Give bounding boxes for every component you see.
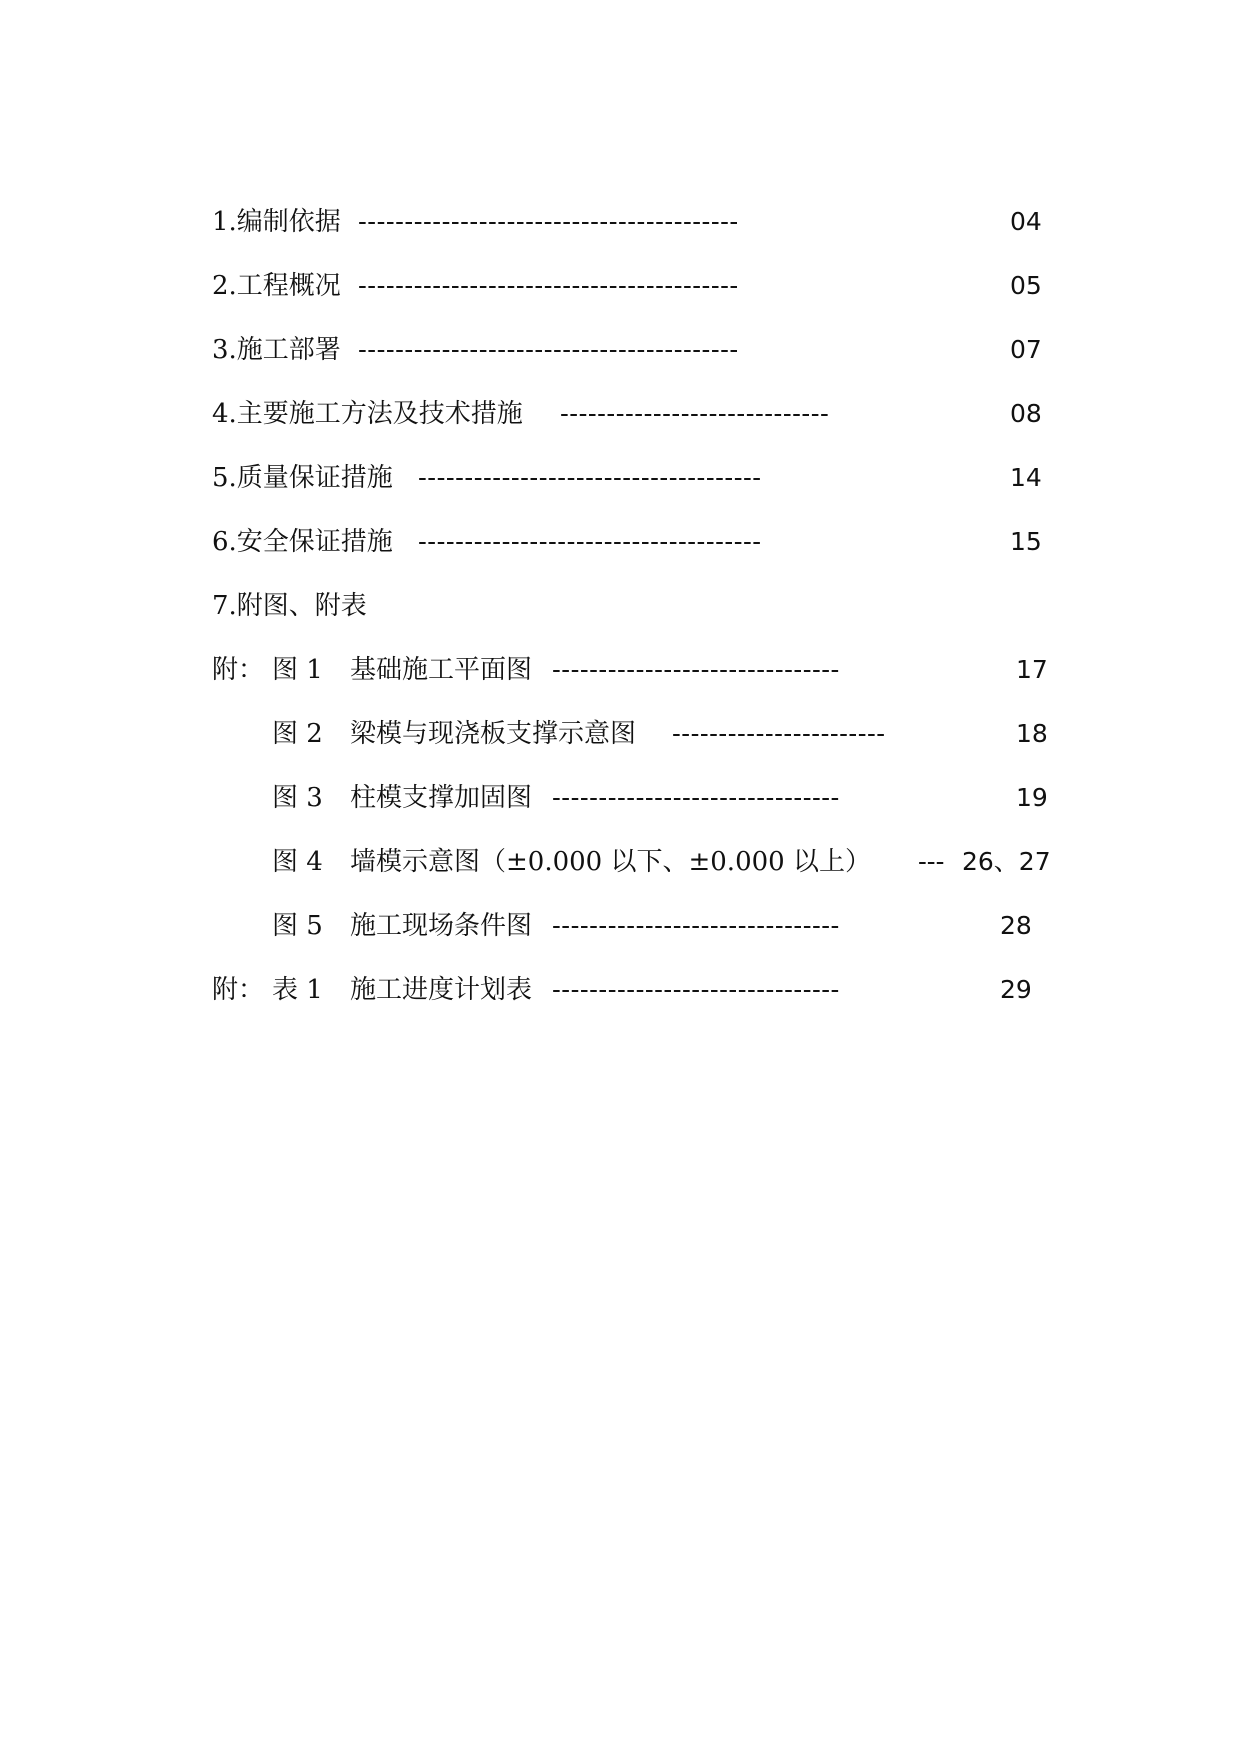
toc-leader: ------------------------------------- xyxy=(418,527,762,557)
toc-leader: ----------------------------------------- xyxy=(358,207,739,237)
toc-leader: ----------------------- xyxy=(672,719,886,749)
toc-page-number: 17 xyxy=(1016,655,1048,684)
toc-leader: ----------------------------- xyxy=(560,399,830,429)
appendix-tag: 图 1 xyxy=(272,655,323,685)
toc-page-number: 19 xyxy=(1016,783,1048,812)
appendix-entry-table-1[interactable] xyxy=(0,970,1032,1010)
toc-entry-6[interactable] xyxy=(0,522,1042,562)
toc-page-number: 07 xyxy=(1010,335,1042,364)
toc-page-number: 08 xyxy=(1010,399,1042,428)
appendix-entry-figure-3[interactable] xyxy=(0,778,1048,818)
appendix-entry-figure-5[interactable] xyxy=(0,906,1032,946)
appendix-tag: 图 2 xyxy=(272,719,323,749)
appendix-title: 基础施工平面图 xyxy=(350,655,533,685)
toc-leader: ------------------------------- xyxy=(552,783,840,813)
toc-entry-label: 2.工程概况 xyxy=(212,271,341,301)
toc-page-number: 28 xyxy=(1000,911,1032,940)
appendix-entry-figure-1[interactable] xyxy=(0,650,1048,690)
appendix-tag: 表 1 xyxy=(272,975,323,1005)
appendix-entry-figure-4[interactable] xyxy=(0,842,1051,882)
toc-entry-label: 6.安全保证措施 xyxy=(212,527,393,557)
toc-entry-label: 7.附图、附表 xyxy=(212,591,367,621)
appendix-title: 施工现场条件图 xyxy=(350,911,533,941)
toc-leader: ----------------------------------------- xyxy=(358,335,739,365)
toc-leader: ------------------------------- xyxy=(552,975,840,1005)
toc-page-number: 14 xyxy=(1010,463,1042,492)
toc-entry-3[interactable] xyxy=(0,330,1042,370)
toc-entry-5[interactable] xyxy=(0,458,1042,498)
toc-page-number: 18 xyxy=(1016,719,1048,748)
toc-entry-label: 4.主要施工方法及技术措施 xyxy=(212,399,523,429)
appendix-title: 施工进度计划表 xyxy=(350,975,533,1005)
toc-page-number: 29 xyxy=(1000,975,1032,1004)
toc-leader: ----------------------------------------- xyxy=(358,271,739,301)
appendix-title: 墙模示意图（±0.000 以下、±0.000 以上） xyxy=(350,847,871,877)
toc-entry-label: 3.施工部署 xyxy=(212,335,341,365)
toc-entry-2[interactable] xyxy=(0,266,1042,306)
appendix-tag: 图 3 xyxy=(272,783,323,813)
appendix-entry-figure-2[interactable] xyxy=(0,714,1048,754)
toc-page-number: 05 xyxy=(1010,271,1042,300)
toc-leader: ------------------------------- xyxy=(552,911,840,941)
appendix-title: 梁模与现浇板支撑示意图 xyxy=(350,719,637,749)
toc-page-number: 15 xyxy=(1010,527,1042,556)
appendix-title: 柱模支撑加固图 xyxy=(350,783,533,813)
toc-entry-1[interactable] xyxy=(0,202,1042,242)
appendix-tag: 图 4 xyxy=(272,847,323,877)
toc-page-number: 04 xyxy=(1010,207,1042,236)
toc-entry-4[interactable] xyxy=(0,394,1042,434)
toc-entry-label: 1.编制依据 xyxy=(212,207,341,237)
toc-leader: ------------------------------- xyxy=(552,655,840,685)
appendix-prefix: 附： xyxy=(212,655,265,685)
toc-leader: ------------------------------------- xyxy=(418,463,762,493)
toc-leader: --- xyxy=(918,847,945,877)
appendix-prefix: 附： xyxy=(212,975,265,1005)
toc-page-number: 26、27 xyxy=(962,847,1051,876)
toc-entry-label: 5.质量保证措施 xyxy=(212,463,393,493)
appendix-tag: 图 5 xyxy=(272,911,323,941)
toc-entry-7[interactable] xyxy=(0,586,367,626)
